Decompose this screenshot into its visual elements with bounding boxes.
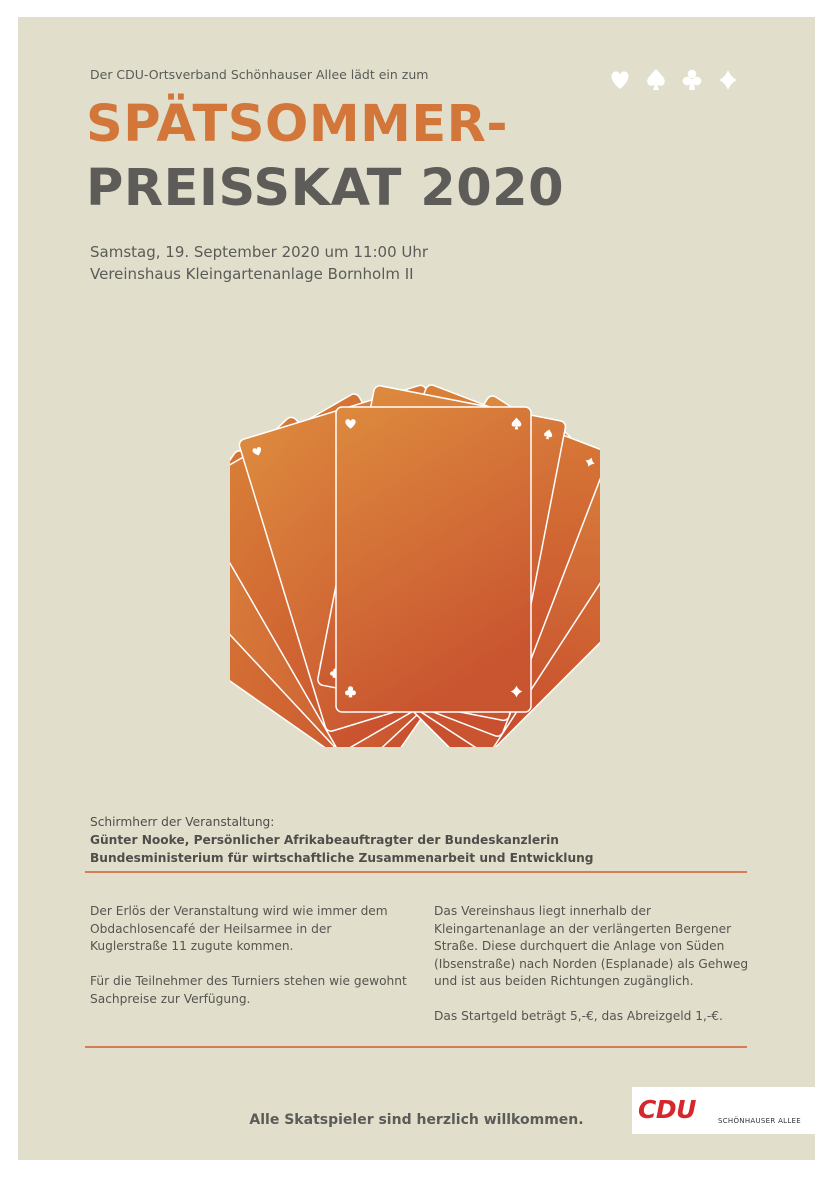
cdu-logo-word: CDU bbox=[638, 1095, 696, 1124]
info-column-right bbox=[434, 903, 759, 1043]
patron-name: Günter Nooke, Persönlicher Afrikabeauftragter der Bundeskanzlerin bbox=[90, 833, 559, 847]
divider-bottom bbox=[85, 1046, 747, 1048]
poster bbox=[18, 17, 815, 1160]
event-venue: Vereinshaus Kleingartenanlage Bornholm II bbox=[90, 265, 414, 283]
info-proceeds: Der Erlös der Veranstaltung wird wie immer dem Obdachlosencafé der Heilsarmee in der Kuglerstraße 11 zugute kommen. bbox=[90, 904, 388, 953]
heart-icon bbox=[612, 71, 629, 89]
cdu-logo bbox=[632, 1087, 815, 1134]
title-line-2: PREISSKAT 2020 bbox=[86, 159, 565, 218]
patron-ministry: Bundesministerium für wirtschaftliche Zusammenarbeit und Entwicklung bbox=[90, 851, 594, 865]
diamond-icon bbox=[719, 70, 737, 90]
welcome-text: Alle Skatspieler sind herzlich willkommen. bbox=[249, 1112, 584, 1128]
patron-label: Schirmherr der Veranstaltung: bbox=[90, 815, 275, 829]
invite-text: Der CDU-Ortsverband Schönhauser Allee lädt ein zum bbox=[90, 67, 429, 82]
event-details bbox=[90, 241, 428, 285]
card-suits bbox=[608, 65, 748, 95]
title-line-1: SPÄTSOMMER- bbox=[86, 95, 509, 154]
info-fees: Das Startgeld beträgt 5,-€, das Abreizgeld 1,-€. bbox=[434, 1009, 723, 1023]
cdu-logo-subtitle: SCHÖNHAUSER ALLEE bbox=[718, 1117, 802, 1125]
fanned-cards-illustration bbox=[230, 357, 600, 747]
club-icon bbox=[683, 70, 702, 90]
divider-top bbox=[85, 871, 747, 873]
info-directions: Das Vereinshaus liegt innerhalb der Kleingartenanlage an der verlängerten Bergener Straße. Diese durchquert die Anlage von Süden (Ibsenstraße) nach Norden (Esplanade) als Gehweg und ist aus beiden Richtungen zugänglich. bbox=[434, 904, 749, 988]
spade-icon bbox=[647, 69, 665, 90]
event-date: Samstag, 19. September 2020 um 11:00 Uhr bbox=[90, 243, 429, 261]
patron-block bbox=[90, 813, 594, 867]
info-prizes: Für die Teilnehmer des Turniers stehen wie gewohnt Sachpreise zur Verfügung. bbox=[90, 974, 407, 1006]
info-column-left bbox=[90, 903, 410, 1026]
